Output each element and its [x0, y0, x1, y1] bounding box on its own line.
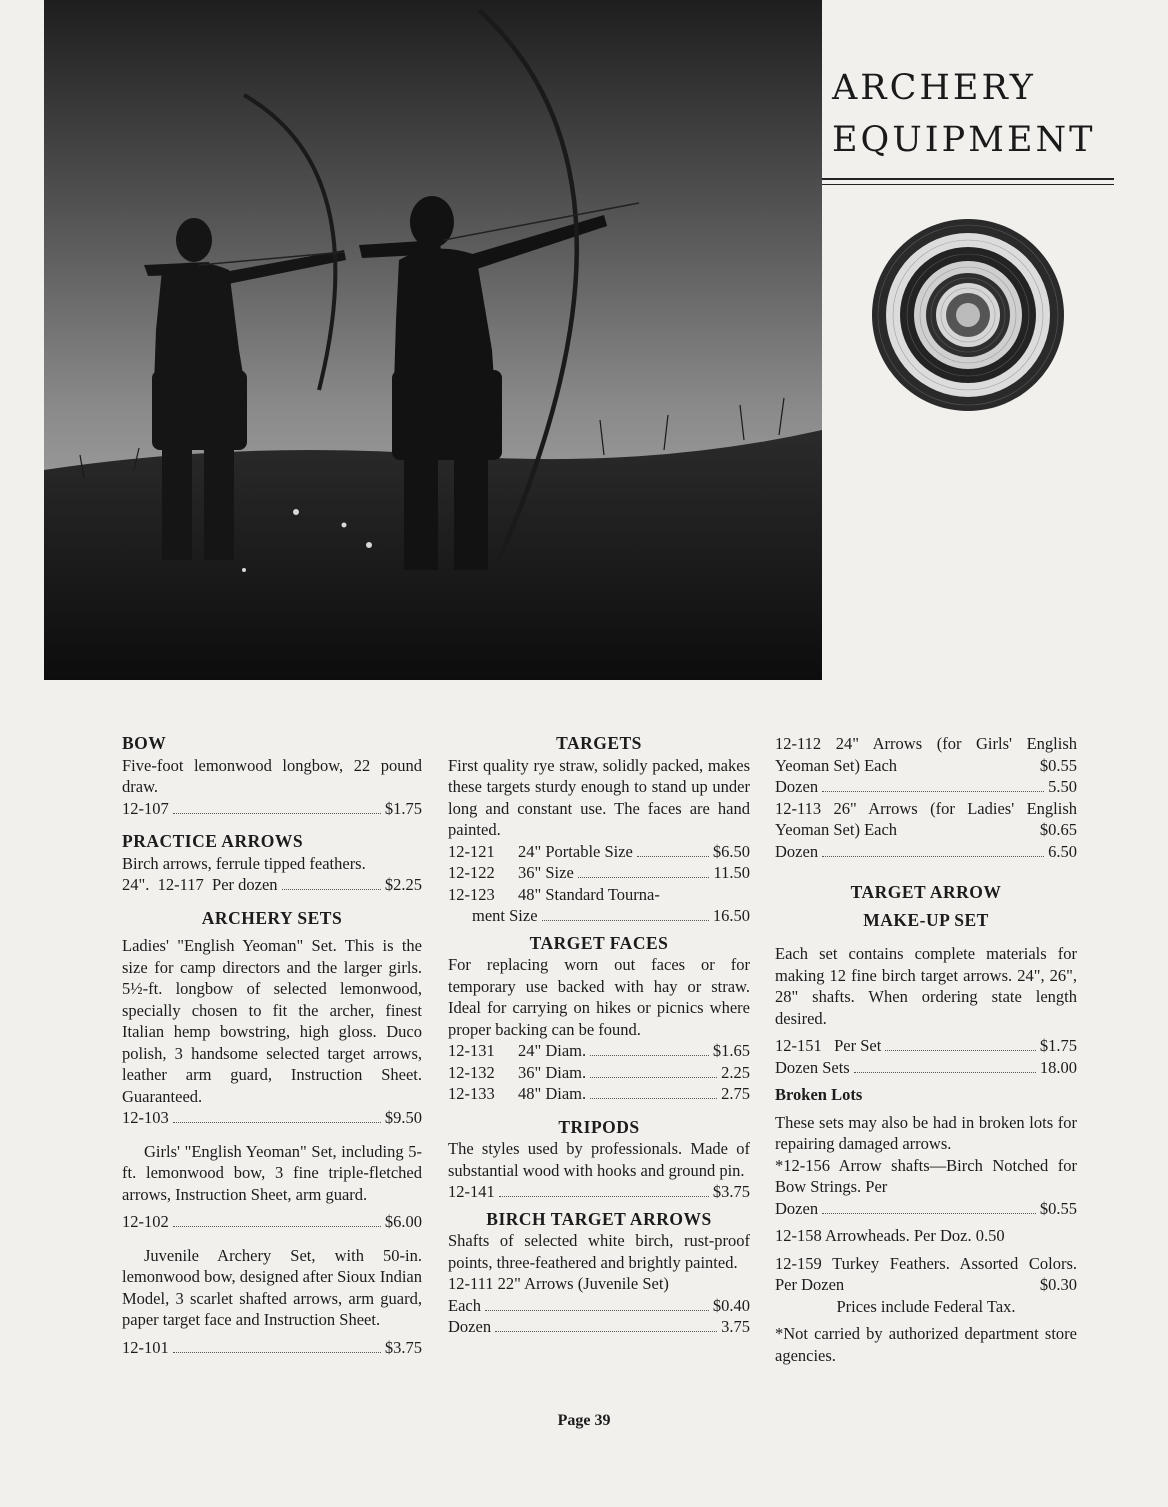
- target-desc: 48" Standard Tourna-: [518, 884, 660, 904]
- leader-dots: [822, 1213, 1036, 1214]
- tripods-text: The styles used by professionals. Made of substantial wood with hooks and ground pin.: [448, 1139, 750, 1180]
- title-line2: EQUIPMENT: [832, 120, 1096, 160]
- bow-code: 12-107: [122, 798, 169, 818]
- makeup-set-heading-2: MAKE-UP SET: [863, 909, 989, 930]
- leader-dots: [590, 1098, 717, 1099]
- makeup-set-price: $1.75: [1039, 1036, 1077, 1055]
- juvenile-set-price: $3.75: [384, 1337, 422, 1357]
- target-face-code: 12-132: [448, 1062, 495, 1082]
- target-face-desc: 36" Diam.: [518, 1062, 587, 1082]
- target-row-continued: [448, 905, 750, 927]
- bow-price: $1.75: [384, 798, 422, 818]
- makeup-set-text: Each set contains complete materials for making 12 fine birch target arrows. 24", 26", 28" shafts. When ordering state length desired.: [775, 944, 1077, 1028]
- leader-dots: [578, 877, 710, 878]
- leader-dots: [822, 791, 1044, 792]
- leader-dots: [822, 856, 1044, 857]
- arrows-112-dozen-row: [775, 776, 1077, 798]
- makeup-set-heading-1: TARGET ARROW: [850, 882, 1002, 902]
- target-desc: 24" Portable Size: [518, 841, 633, 861]
- practice-arrows-unit: Per dozen: [212, 875, 278, 894]
- arrow-shafts-text: *12-156 Arrow shafts—Birch Notched for Bow Strings. Per: [775, 1155, 1077, 1196]
- arrows-113-row: [775, 798, 1077, 841]
- birch-arrows-each-label: Each: [448, 1295, 481, 1315]
- turkey-feathers-text: 12-159 Turkey Feathers. Assorted Colors. Per Dozen: [775, 1253, 1077, 1294]
- column-1: [122, 733, 422, 1358]
- arrows-113-dozen-row: [775, 841, 1077, 863]
- footnote: *Not carried by authorized department store agencies.: [775, 1324, 1077, 1365]
- target-face-code: 12-133: [448, 1084, 495, 1103]
- practice-arrows-code: 12-117: [157, 875, 204, 894]
- tax-note: Prices include Federal Tax.: [836, 1296, 1016, 1316]
- target-row: [448, 884, 750, 906]
- practice-arrows-heading: PRACTICE ARROWS: [122, 831, 304, 851]
- archers-photo: [44, 0, 822, 680]
- turkey-feathers-price: $0.30: [1039, 1275, 1077, 1294]
- makeup-set-dozen-price: 18.00: [1039, 1057, 1077, 1077]
- target-code: 12-123: [448, 884, 495, 904]
- broken-lots-heading: Broken Lots: [775, 1085, 863, 1104]
- ladies-set-price: $9.50: [384, 1108, 422, 1127]
- tripods-price-row: [448, 1181, 750, 1203]
- arrows-113-dozen-price: 6.50: [1048, 841, 1077, 861]
- arrows-113-text: 12-113 26" Arrows (for Ladies' English Yeoman Set) Each: [775, 798, 1077, 839]
- birch-arrows-dozen-label: Dozen: [448, 1317, 492, 1336]
- leader-dots: [499, 1196, 709, 1197]
- bow-text: Five-foot lemonwood longbow, 22 pound draw.: [122, 755, 422, 796]
- birch-arrows-text: Shafts of selected white birch, rust-proof points, three-feathered and brightly painted.: [448, 1231, 750, 1272]
- ladies-set-price-row: [122, 1107, 422, 1129]
- girls-set-price-row: [122, 1211, 422, 1233]
- target-row: [448, 841, 750, 863]
- practice-arrows-size: 24".: [122, 875, 150, 894]
- straw-target-image: [868, 215, 1068, 415]
- title-rule: [822, 178, 1114, 180]
- target-face-desc: 24" Diam.: [518, 1041, 587, 1060]
- arrows-113-dozen-label: Dozen: [775, 841, 819, 861]
- birch-arrows-each-price: $0.40: [712, 1295, 750, 1315]
- juvenile-set-text: Juvenile Archery Set, with 50-in. lemonwood bow, designed after Sioux Indian Model, 3 scarlet shafted arrows, arm guard, paper target face and Instruction Sheet.: [122, 1245, 422, 1329]
- target-face-row: [448, 1083, 750, 1105]
- makeup-set-dozen-label: Dozen Sets: [775, 1057, 850, 1077]
- bow-heading: BOW: [122, 733, 167, 753]
- leader-dots: [173, 1352, 381, 1353]
- leader-dots: [885, 1050, 1036, 1051]
- tripods-price: $3.75: [712, 1182, 750, 1201]
- target-faces-text: For replacing worn out faces or for temporary use backed with hay or straw. Ideal for carrying on hikes or picnics where proper backing can be found.: [448, 955, 750, 1039]
- target-face-price: $1.65: [712, 1041, 750, 1060]
- ladies-set-code: 12-103: [122, 1108, 169, 1127]
- column-2: [448, 733, 750, 1338]
- bow-description: [122, 755, 422, 798]
- birch-arrows-heading: BIRCH TARGET ARROWS: [486, 1208, 712, 1229]
- arrows-113-each-price: $0.65: [1039, 820, 1077, 839]
- arrowheads-line: 12-158 Arrowheads. Per Doz. 0.50: [775, 1226, 1005, 1245]
- leader-dots: [173, 1122, 381, 1123]
- juvenile-set-price-row: [122, 1337, 422, 1359]
- tripods-heading: TRIPODS: [558, 1116, 640, 1137]
- page-number: Page 39: [557, 1412, 611, 1429]
- practice-arrows-price: $2.25: [384, 875, 422, 894]
- birch-arrows-item: 12-111 22" Arrows (Juvenile Set): [448, 1274, 669, 1293]
- arrows-112-each-price: $0.55: [1039, 755, 1077, 775]
- target-face-row: [448, 1040, 750, 1062]
- target-face-price: 2.75: [721, 1084, 750, 1103]
- turkey-feathers-row: [775, 1253, 1077, 1296]
- arrows-112-dozen-label: Dozen: [775, 777, 819, 796]
- makeup-set-price-row: [775, 1035, 1077, 1057]
- leader-dots: [173, 813, 381, 814]
- target-row: [448, 862, 750, 884]
- target-face-row: [448, 1062, 750, 1084]
- leader-dots: [542, 920, 709, 921]
- girls-set-price: $6.00: [384, 1212, 422, 1231]
- leader-dots: [590, 1077, 717, 1078]
- birch-arrows-each-row: [448, 1295, 750, 1317]
- arrows-112-text: 12-112 24" Arrows (for Girls' English Yeoman Set) Each: [775, 734, 1077, 775]
- leader-dots: [590, 1055, 709, 1056]
- leader-dots: [282, 889, 381, 890]
- leader-dots: [854, 1072, 1036, 1073]
- arrow-shafts-price-row: [775, 1198, 1077, 1220]
- practice-arrows-price-row: [122, 874, 422, 896]
- broken-lots-text: These sets may also be had in broken lots for repairing damaged arrows.: [775, 1112, 1077, 1153]
- arrows-112-dozen-price: 5.50: [1048, 777, 1077, 796]
- column-3: [775, 733, 1077, 1366]
- target-face-code: 12-131: [448, 1041, 495, 1060]
- juvenile-set-code: 12-101: [122, 1337, 169, 1357]
- ladies-set-text: Ladies' "English Yeoman" Set. This is the size for camp directors and the larger girls. 5½-ft. longbow of selected lemonwood, specially chosen to fit the archer, finest Italian hemp bowstring, high gloss. Duco polish, 3 handsome selected target arrows, leather arm guard, Instruction Sheet. Guaranteed.: [122, 936, 422, 1106]
- practice-arrows-text: Birch arrows, ferrule tipped feathers.: [122, 853, 366, 873]
- target-face-desc: 48" Diam.: [518, 1084, 587, 1103]
- leader-dots: [637, 856, 709, 857]
- bow-price-row: [122, 798, 422, 820]
- target-face-price: 2.25: [721, 1062, 750, 1082]
- target-price: 11.50: [713, 863, 750, 882]
- girls-set-code: 12-102: [122, 1212, 169, 1231]
- targets-text: First quality rye straw, solidly packed, makes these targets sturdy enough to stand up under long and constant use. The faces are hand painted.: [448, 755, 750, 839]
- target-desc: ment Size: [472, 906, 538, 925]
- makeup-set-code: 12-151: [775, 1036, 822, 1055]
- birch-arrows-dozen-price: 3.75: [721, 1317, 750, 1336]
- tripods-code: 12-141: [448, 1182, 495, 1201]
- target-faces-heading: TARGET FACES: [529, 932, 669, 953]
- page-title: [832, 62, 1132, 166]
- target-price: 16.50: [712, 906, 750, 925]
- arrows-112-row: [775, 733, 1077, 776]
- leader-dots: [173, 1226, 381, 1227]
- target-desc: 36" Size: [518, 863, 574, 882]
- title-rule-thin: [822, 184, 1114, 185]
- target-code: 12-122: [448, 863, 495, 882]
- leader-dots: [495, 1331, 717, 1332]
- title-line1: ARCHERY: [832, 68, 1036, 108]
- makeup-set-label: Per Set: [834, 1036, 882, 1055]
- target-code: 12-121: [448, 841, 495, 861]
- leader-dots: [485, 1310, 709, 1311]
- target-price: $6.50: [712, 841, 750, 861]
- birch-arrows-dozen-row: [448, 1316, 750, 1338]
- targets-heading: TARGETS: [556, 733, 642, 753]
- arrow-shafts-price: $0.55: [1039, 1198, 1077, 1218]
- girls-set-text: Girls' "English Yeoman" Set, including 5-ft. lemonwood bow, 3 fine triple-fletched arrows, Instruction Sheet, arm guard.: [122, 1141, 422, 1204]
- archery-sets-heading: ARCHERY SETS: [201, 907, 343, 928]
- makeup-set-dozen-row: [775, 1057, 1077, 1079]
- arrow-shafts-dozen-label: Dozen: [775, 1198, 819, 1218]
